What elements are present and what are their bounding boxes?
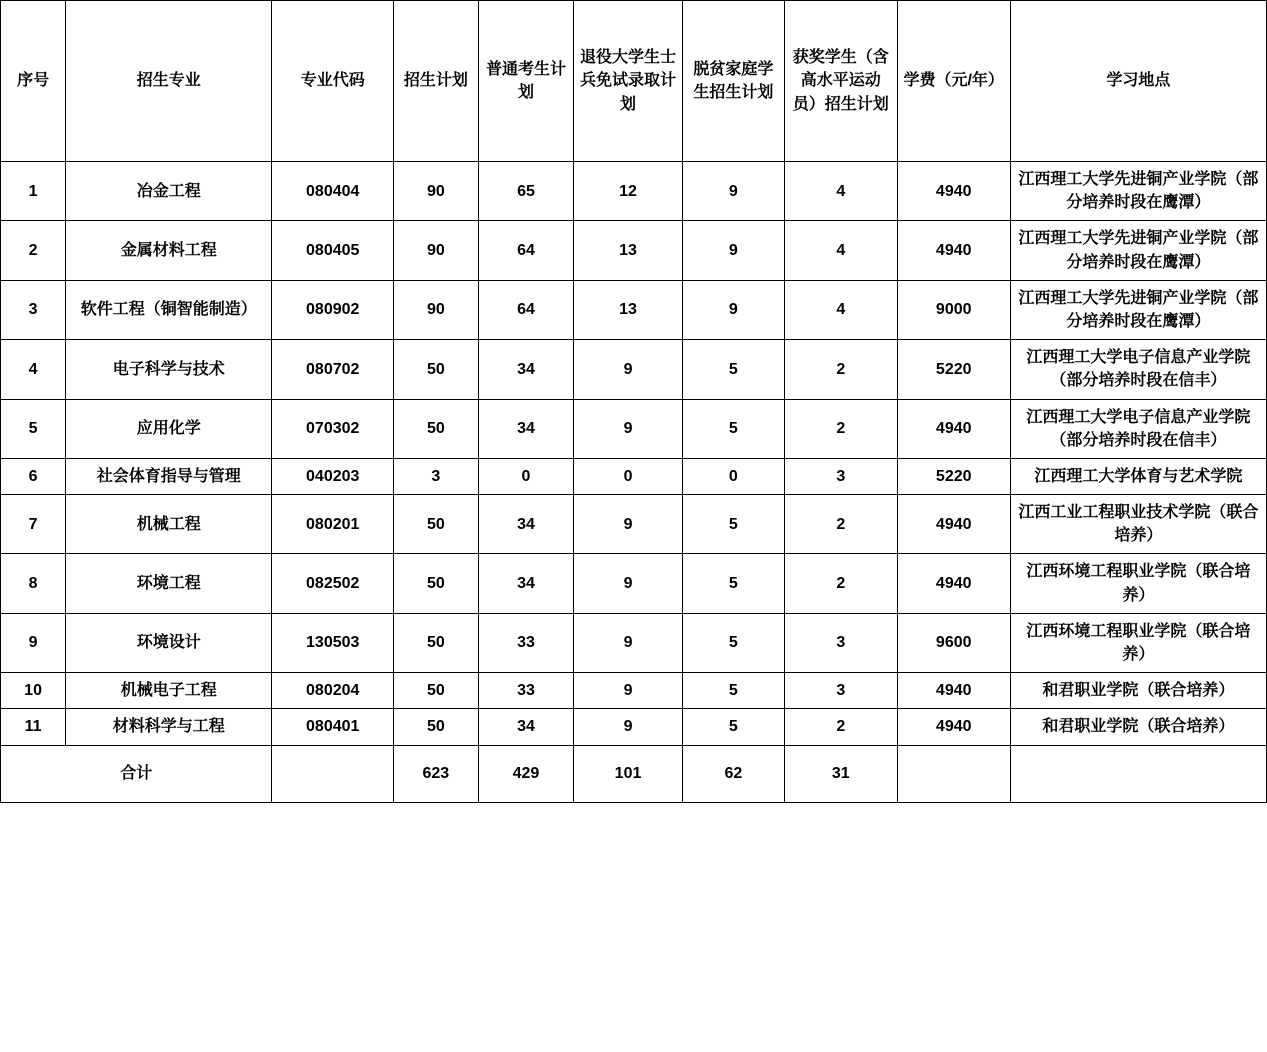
cell-fee: 9000 — [897, 280, 1010, 339]
cell-poverty: 5 — [682, 399, 784, 458]
cell-total-poverty: 62 — [682, 745, 784, 802]
cell-total-code — [272, 745, 394, 802]
cell-total-plan: 623 — [394, 745, 479, 802]
cell-soldier: 9 — [574, 613, 683, 672]
cell-plan: 50 — [394, 399, 479, 458]
cell-major: 软件工程（铜智能制造） — [66, 280, 272, 339]
cell-code: 070302 — [272, 399, 394, 458]
cell-index: 9 — [1, 613, 66, 672]
cell-award: 3 — [784, 458, 897, 494]
cell-award: 4 — [784, 162, 897, 221]
cell-poverty: 9 — [682, 280, 784, 339]
cell-major: 社会体育指导与管理 — [66, 458, 272, 494]
cell-soldier: 0 — [574, 458, 683, 494]
cell-fee: 5220 — [897, 340, 1010, 399]
cell-poverty: 5 — [682, 673, 784, 709]
cell-index: 3 — [1, 280, 66, 339]
cell-fee: 4940 — [897, 221, 1010, 280]
column-header-plan: 招生计划 — [394, 1, 479, 162]
table-body — [1, 162, 1267, 803]
table-row — [1, 458, 1267, 494]
cell-index: 8 — [1, 554, 66, 613]
cell-place: 和君职业学院（联合培养） — [1010, 709, 1266, 745]
cell-poverty: 5 — [682, 340, 784, 399]
cell-major: 应用化学 — [66, 399, 272, 458]
column-header-award: 获奖学生（含高水平运动员）招生计划 — [784, 1, 897, 162]
cell-code: 080405 — [272, 221, 394, 280]
cell-code: 082502 — [272, 554, 394, 613]
cell-place: 江西理工大学先进铜产业学院（部分培养时段在鹰潭） — [1010, 280, 1266, 339]
cell-code: 080204 — [272, 673, 394, 709]
table-header — [1, 1, 1267, 162]
cell-plan: 50 — [394, 495, 479, 554]
cell-plan: 90 — [394, 162, 479, 221]
cell-plan: 90 — [394, 280, 479, 339]
column-header-soldier: 退役大学生士兵免试录取计划 — [574, 1, 683, 162]
column-header-major: 招生专业 — [66, 1, 272, 162]
column-header-fee: 学费（元/年） — [897, 1, 1010, 162]
cell-award: 2 — [784, 340, 897, 399]
cell-total-place — [1010, 745, 1266, 802]
cell-code: 040203 — [272, 458, 394, 494]
cell-code: 080702 — [272, 340, 394, 399]
cell-award: 4 — [784, 280, 897, 339]
cell-plan: 90 — [394, 221, 479, 280]
cell-place: 江西环境工程职业学院（联合培养） — [1010, 613, 1266, 672]
cell-fee: 5220 — [897, 458, 1010, 494]
cell-major: 机械电子工程 — [66, 673, 272, 709]
cell-major: 机械工程 — [66, 495, 272, 554]
cell-code: 080201 — [272, 495, 394, 554]
table-row — [1, 495, 1267, 554]
cell-normal: 34 — [478, 709, 574, 745]
cell-fee: 4940 — [897, 495, 1010, 554]
cell-index: 10 — [1, 673, 66, 709]
cell-index: 6 — [1, 458, 66, 494]
cell-award: 2 — [784, 495, 897, 554]
table-row — [1, 280, 1267, 339]
table-row — [1, 340, 1267, 399]
cell-normal: 65 — [478, 162, 574, 221]
column-header-normal: 普通考生计划 — [478, 1, 574, 162]
cell-place: 江西理工大学先进铜产业学院（部分培养时段在鹰潭） — [1010, 221, 1266, 280]
column-header-code: 专业代码 — [272, 1, 394, 162]
cell-award: 3 — [784, 673, 897, 709]
cell-place: 江西理工大学体育与艺术学院 — [1010, 458, 1266, 494]
cell-fee: 4940 — [897, 399, 1010, 458]
cell-code: 080401 — [272, 709, 394, 745]
cell-soldier: 9 — [574, 554, 683, 613]
cell-normal: 64 — [478, 280, 574, 339]
cell-soldier: 13 — [574, 221, 683, 280]
table-row — [1, 673, 1267, 709]
cell-soldier: 9 — [574, 340, 683, 399]
cell-major: 电子科学与技术 — [66, 340, 272, 399]
cell-award: 2 — [784, 709, 897, 745]
cell-code: 130503 — [272, 613, 394, 672]
cell-normal: 34 — [478, 554, 574, 613]
cell-soldier: 9 — [574, 709, 683, 745]
cell-plan: 50 — [394, 554, 479, 613]
cell-soldier: 12 — [574, 162, 683, 221]
cell-fee: 4940 — [897, 554, 1010, 613]
cell-major: 环境设计 — [66, 613, 272, 672]
cell-major: 材料科学与工程 — [66, 709, 272, 745]
cell-plan: 50 — [394, 340, 479, 399]
cell-code: 080404 — [272, 162, 394, 221]
column-header-index: 序号 — [1, 1, 66, 162]
table-header-row — [1, 1, 1267, 162]
cell-poverty: 9 — [682, 221, 784, 280]
cell-major: 金属材料工程 — [66, 221, 272, 280]
cell-normal: 34 — [478, 495, 574, 554]
cell-soldier: 9 — [574, 495, 683, 554]
cell-normal: 34 — [478, 340, 574, 399]
cell-plan: 50 — [394, 709, 479, 745]
column-header-place: 学习地点 — [1010, 1, 1266, 162]
table-total-row — [1, 745, 1267, 802]
cell-poverty: 5 — [682, 554, 784, 613]
cell-normal: 33 — [478, 613, 574, 672]
cell-soldier: 13 — [574, 280, 683, 339]
cell-index: 5 — [1, 399, 66, 458]
table-row — [1, 709, 1267, 745]
cell-place: 江西理工大学电子信息产业学院（部分培养时段在信丰） — [1010, 340, 1266, 399]
cell-total-award: 31 — [784, 745, 897, 802]
cell-poverty: 5 — [682, 613, 784, 672]
cell-place: 江西环境工程职业学院（联合培养） — [1010, 554, 1266, 613]
cell-fee: 4940 — [897, 709, 1010, 745]
cell-place: 江西工业工程职业技术学院（联合培养） — [1010, 495, 1266, 554]
cell-normal: 34 — [478, 399, 574, 458]
cell-poverty: 9 — [682, 162, 784, 221]
cell-normal: 64 — [478, 221, 574, 280]
cell-major: 环境工程 — [66, 554, 272, 613]
cell-award: 2 — [784, 554, 897, 613]
cell-place: 江西理工大学先进铜产业学院（部分培养时段在鹰潭） — [1010, 162, 1266, 221]
cell-total-fee — [897, 745, 1010, 802]
cell-poverty: 0 — [682, 458, 784, 494]
cell-major: 冶金工程 — [66, 162, 272, 221]
cell-total-normal: 429 — [478, 745, 574, 802]
cell-plan: 50 — [394, 613, 479, 672]
cell-plan: 50 — [394, 673, 479, 709]
cell-soldier: 9 — [574, 673, 683, 709]
cell-poverty: 5 — [682, 709, 784, 745]
cell-fee: 4940 — [897, 673, 1010, 709]
cell-index: 1 — [1, 162, 66, 221]
cell-award: 3 — [784, 613, 897, 672]
table-row — [1, 613, 1267, 672]
cell-index: 4 — [1, 340, 66, 399]
table-row — [1, 399, 1267, 458]
cell-total-label: 合计 — [1, 745, 272, 802]
cell-index: 11 — [1, 709, 66, 745]
cell-plan: 3 — [394, 458, 479, 494]
cell-place: 江西理工大学电子信息产业学院（部分培养时段在信丰） — [1010, 399, 1266, 458]
cell-award: 4 — [784, 221, 897, 280]
table-row — [1, 162, 1267, 221]
table-row — [1, 221, 1267, 280]
cell-soldier: 9 — [574, 399, 683, 458]
cell-total-soldier: 101 — [574, 745, 683, 802]
cell-fee: 4940 — [897, 162, 1010, 221]
column-header-poverty: 脱贫家庭学生招生计划 — [682, 1, 784, 162]
cell-index: 2 — [1, 221, 66, 280]
cell-award: 2 — [784, 399, 897, 458]
cell-poverty: 5 — [682, 495, 784, 554]
cell-index: 7 — [1, 495, 66, 554]
cell-normal: 33 — [478, 673, 574, 709]
cell-normal: 0 — [478, 458, 574, 494]
cell-code: 080902 — [272, 280, 394, 339]
table-row — [1, 554, 1267, 613]
cell-place: 和君职业学院（联合培养） — [1010, 673, 1266, 709]
cell-fee: 9600 — [897, 613, 1010, 672]
